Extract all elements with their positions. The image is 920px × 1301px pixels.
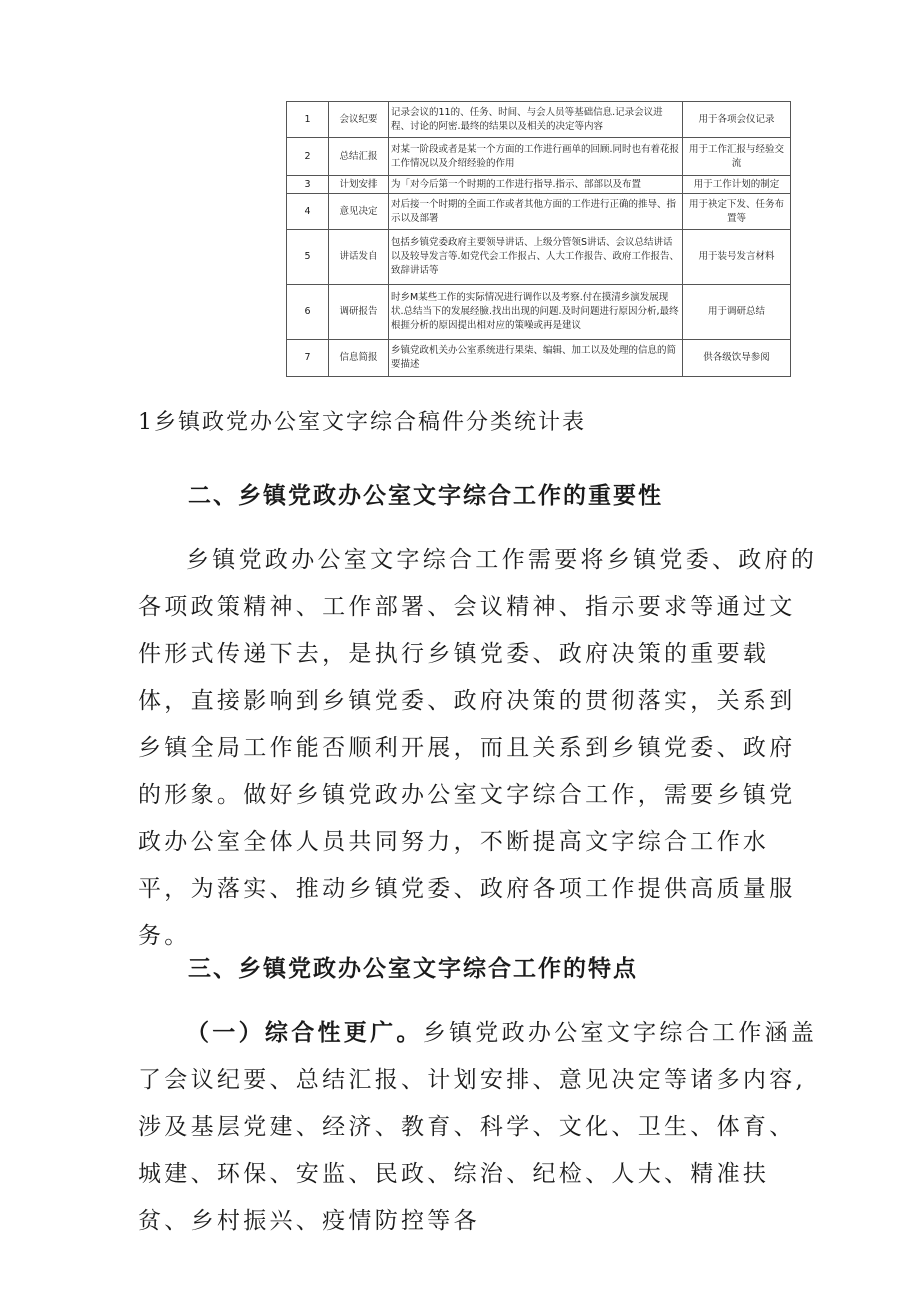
row-category: 讲话发自	[329, 230, 389, 285]
table-row	[287, 230, 791, 285]
row-index: 5	[287, 230, 329, 285]
section-3-paragraph	[138, 1009, 818, 1245]
row-index: 1	[287, 102, 329, 138]
section-3-heading: 三、乡镇党政办公室文字综合工作的特点	[188, 955, 638, 982]
row-usage: 用于调研总结	[683, 285, 791, 340]
row-description: 包括乡镇党委政府主要领导讲话、上级分管领S讲话、会议总结讲话以及较导发言等.如党代会工作报占、人大工作报告、政府工作报告、致辞讲话等	[389, 230, 683, 285]
row-description: 时乡M某些工作的实际情况进行调作以及考察.付在摸清乡演发展现状.总结当下的发展经臉.找出出现的问题.及时问题进行原因分析,最终根捱分析的原因提出相对应的策噪或再是建议	[389, 285, 683, 340]
row-category: 总结汇报	[329, 138, 389, 176]
row-index: 4	[287, 194, 329, 230]
subsection-lead: （一）综合性更广。	[186, 1019, 423, 1046]
row-category: 会议纪要	[329, 102, 389, 138]
row-description: 为「对今后第一个时期的工作进行指导.指示、部部以及布置	[389, 176, 683, 194]
table-row	[287, 285, 791, 340]
row-index: 2	[287, 138, 329, 176]
section-2-paragraph: 乡镇党政办公室文字综合工作需要将乡镇党委、政府的各项政策精神、工作部署、会议精神、指示要求等通过文件形式传递下去，是执行乡镇党委、政府决策的重要载体，直接影响到乡镇党委、政府决策的贯彻落实，关系到乡镇全局工作能否顺利开展，而且关系到乡镇党委、政府的形象。做好乡镇党政办公室文字综合工作，需要乡镇党政办公室全体人员共同努力，不断提高文字综合工作水平，为落实、推动乡镇党委、政府各项工作提供高质量服务。	[138, 547, 818, 949]
row-category: 意见决定	[329, 194, 389, 230]
subsection-body: 乡镇党政办公室文字综合工作涵盖了会议纪要、总结汇报、计划安排、意见决定等诸多内容,涉及基层党建、经济、教育、科学、文化、卫生、体育、城建、环保、安监、民政、综治、纪检、人大、精准扶贫、乡村振兴、疫情防控等各	[138, 1020, 818, 1234]
row-description: 记录会议的11的、任务、时间、与会人员等基础信息.记录会议进程、讨论的阿密.最终的结果以及相关的决定等内容	[389, 102, 683, 138]
row-usage: 用于装号发言材料	[683, 230, 791, 285]
table-row	[287, 176, 791, 194]
row-index: 6	[287, 285, 329, 340]
row-usage: 用于工作计划的制定	[683, 176, 791, 194]
row-description: 对某一阶段或者是某一个方面的工作进行画单的回顾.同时也有着花报工作情况以及介绍经验的作用	[389, 138, 683, 176]
row-usage: 用于各项会仪记录	[683, 102, 791, 138]
row-index: 3	[287, 176, 329, 194]
row-category: 调研报告	[329, 285, 389, 340]
table-row	[287, 340, 791, 377]
row-category: 信息简报	[329, 340, 389, 377]
row-usage: 用于工作汇报与经验交流	[683, 138, 791, 176]
table-caption: 1乡镇政党办公室文字综合稿件分类统计表	[138, 410, 586, 435]
row-category: 计划安排	[329, 176, 389, 194]
row-usage: 用于袂定下发、任务布置等	[683, 194, 791, 230]
table-row	[287, 194, 791, 230]
row-index: 7	[287, 340, 329, 377]
draft-category-table	[286, 101, 791, 377]
row-usage: 供各级饮导参阅	[683, 340, 791, 377]
row-description: 乡镇党政机关办公室系统进行果柒、编辑、加工以及处理的信息的简要描述	[389, 340, 683, 377]
section-2-heading: 二、乡镇党政办公室文字综合工作的重要性	[188, 482, 663, 509]
table-row	[287, 102, 791, 138]
row-description: 对后接一个时期的全面工作或者其他方面的工作进行正确的推导、指示以及部署	[389, 194, 683, 230]
table-row	[287, 138, 791, 176]
